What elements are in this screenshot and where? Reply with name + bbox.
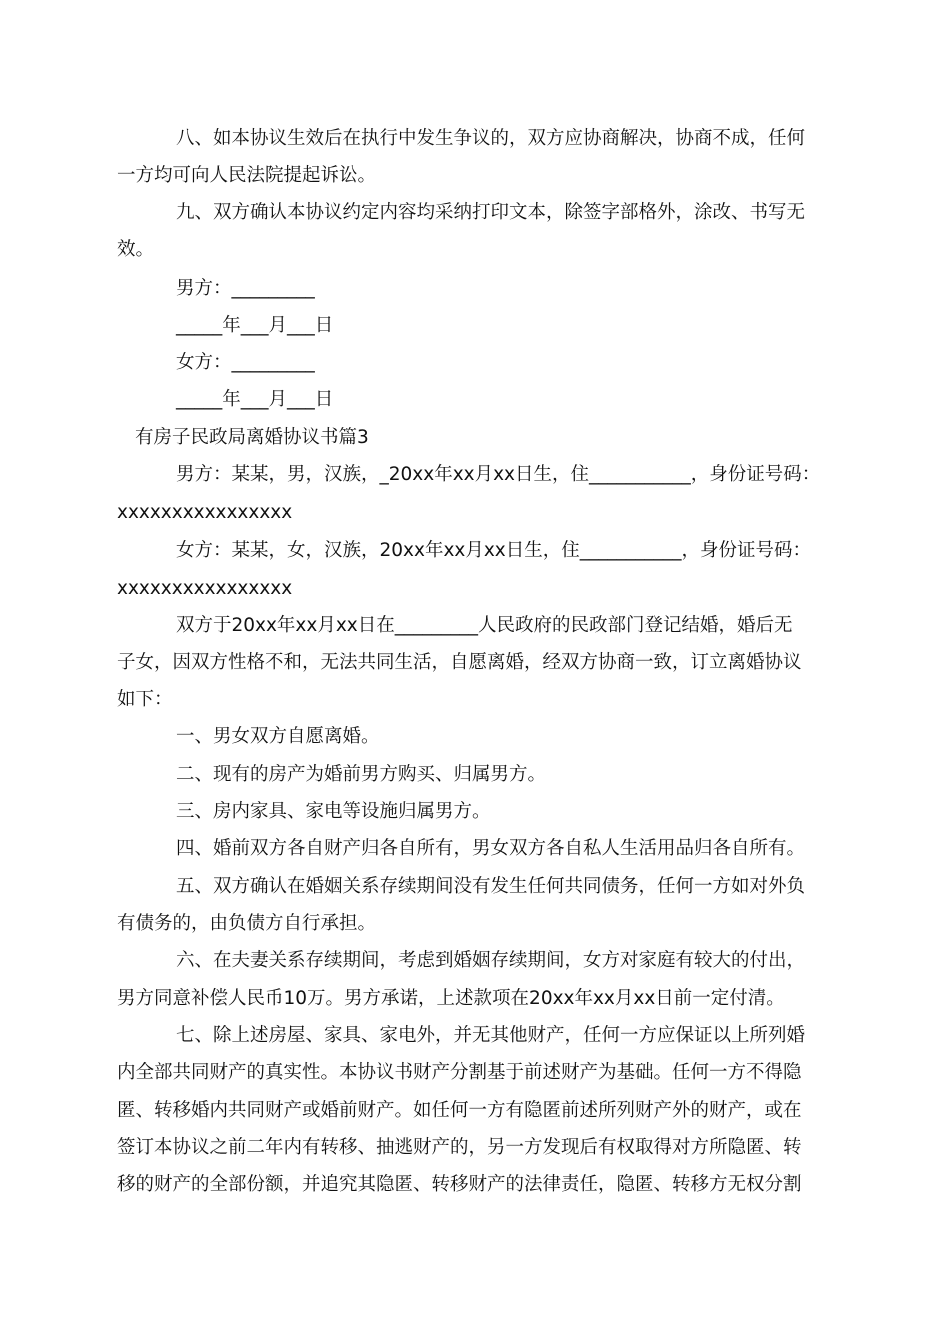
clause-5-line-1: 五、双方确认在婚姻关系存续期间没有发生任何共同债务，任何一方如对外负: [176, 876, 806, 897]
intro-line-3: 如下：: [117, 689, 173, 710]
intro-line-1: 双方于20xx年xx月xx日在_________人民政府的民政部门登记结婚，婚后无: [176, 615, 793, 636]
clause-3: 三、房内家具、家电等设施归属男方。: [176, 801, 491, 822]
signature-male: 男方：_________: [176, 278, 315, 299]
paragraph-9-line-1: 九、双方确认本协议约定内容均采纳打印文本，除签字部格外，涂改、书写无: [176, 202, 806, 223]
clause-7-line-4: 签订本协议之前二年内有转移、抽逃财产的，另一方发现后有权取得对方所隐匿、转: [117, 1137, 802, 1158]
section-title: 有房子民政局离婚协议书篇3: [135, 427, 369, 448]
signature-female: 女方：_________: [176, 352, 315, 373]
female-info: 女方：某某，女，汉族，20xx年xx月xx日生，住___________，身份证号码：: [176, 540, 811, 561]
clause-2: 二、现有的房产为婚前男方购买、归属男方。: [176, 764, 547, 785]
paragraph-8-line-1: 八、如本协议生效后在执行中发生争议的，双方应协商解决，协商不成，任何: [176, 128, 806, 149]
clause-6-line-2: 男方同意补偿人民币10万。男方承诺，上述款项在20xx年xx月xx日前一定付清。: [117, 988, 785, 1009]
clause-7-line-5: 移的财产的全部份额，并追究其隐匿、转移财产的法律责任，隐匿、转移方无权分割: [117, 1174, 802, 1195]
signature-male-date: _____年___月___日: [176, 315, 334, 336]
clause-4: 四、婚前双方各自财产归各自所有，男女双方各自私人生活用品归各自所有。: [176, 838, 806, 859]
male-id-number: xxxxxxxxxxxxxxxx: [117, 502, 293, 523]
intro-line-2: 子女，因双方性格不和，无法共同生活，自愿离婚，经双方协商一致，订立离婚协议: [117, 652, 802, 673]
male-info: 男方：某某，男，汉族，_20xx年xx月xx日生，住___________，身份证号码：: [176, 464, 821, 485]
paragraph-8-line-2: 一方均可向人民法院提起诉讼。: [117, 165, 377, 186]
clause-7-line-2: 内全部共同财产的真实性。本协议书财产分割基于前述财产为基础。任何一方不得隐: [117, 1062, 802, 1083]
clause-1: 一、男女双方自愿离婚。: [176, 726, 380, 747]
clause-7-line-1: 七、除上述房屋、家具、家电外，并无其他财产，任何一方应保证以上所列婚: [176, 1025, 806, 1046]
signature-female-date: _____年___月___日: [176, 389, 334, 410]
paragraph-9-line-2: 效。: [117, 239, 155, 260]
clause-6-line-1: 六、在夫妻关系存续期间，考虑到婚姻存续期间，女方对家庭有较大的付出，: [176, 950, 806, 971]
female-id-number: xxxxxxxxxxxxxxxx: [117, 578, 293, 599]
clause-5-line-2: 有债务的，由负债方自行承担。: [117, 913, 377, 934]
clause-7-line-3: 匿、转移婚内共同财产或婚前财产。如任何一方有隐匿前述所列财产外的财产，或在: [117, 1100, 802, 1121]
